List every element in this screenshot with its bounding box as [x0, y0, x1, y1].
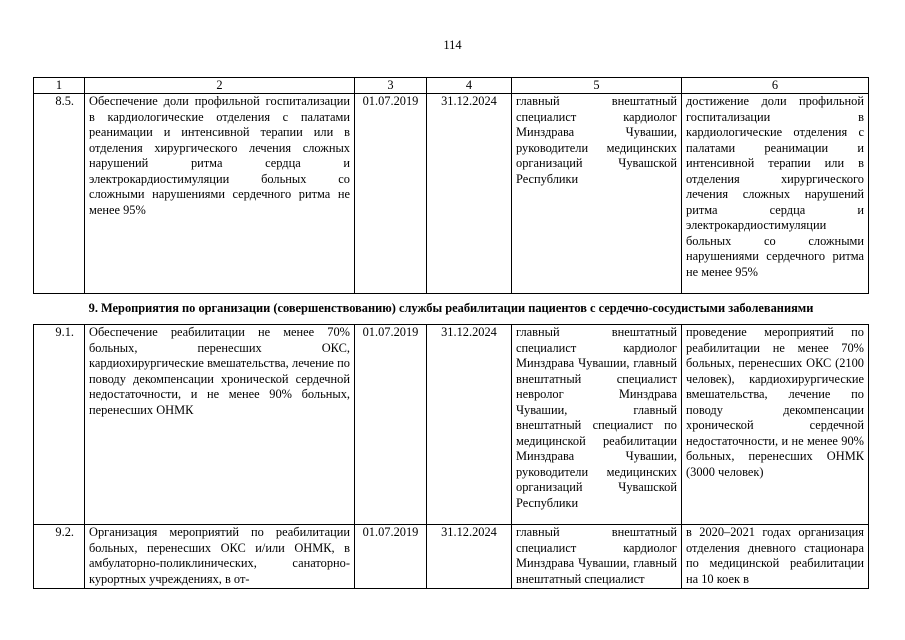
end-date: 31.12.2024: [427, 325, 512, 525]
column-header: 3: [355, 78, 427, 94]
header-row: [34, 78, 869, 94]
column-header: 6: [682, 78, 869, 94]
responsible-cell: главный внештатный специалист кардиолог Минздрава Чувашии, главный внештатный специалист невролог Минздрава Чувашии, главный внештатный специалист по медицинской реабилитации Минздрава Чувашии, руководители медицинских организаций Чувашской Республики: [512, 325, 682, 525]
column-header: 1: [34, 78, 85, 94]
responsible-cell: главный внештатный специалист кардиолог Минздрава Чувашии, главный внештатный специалист: [512, 525, 682, 589]
measure-cell: Организация мероприятий по реабилитации больных, перенесших ОКС и/или ОНМК, в амбулаторно-поликлинических, санаторно-курортных учреждениях, в от-: [85, 525, 355, 589]
result-cell: достижение доли профильной госпитализации в кардиологические отделения с палатами реанимации и интенсивной терапии или в отделения хирургического лечения сложных нарушений ритма сердца и электрокардиостимуляции больных со сложными нарушениями сердечного ритма не менее 95%: [682, 94, 869, 294]
end-date: 31.12.2024: [427, 525, 512, 589]
measure-cell: Обеспечение доли профильной госпитализации в кардиологические отделения с палатами реанимации и интенсивной терапии или в отделения хирургического лечения сложных нарушений ритма сердца и электрокардиостимуляции больных со сложными нарушениями сердечного ритма не менее 95%: [85, 94, 355, 294]
result-cell: проведение мероприятий по реабилитации не менее 70% больных, перенесших ОКС (2100 человек), кардиохирургические вмешательства, лечение по поводу декомпенсации хронической сердечной недостаточности, и не менее 90% больных, перенесших ОНМК (3000 человек): [682, 325, 869, 525]
table-row: [34, 325, 869, 525]
table-row: [34, 94, 869, 294]
responsible-cell: главный внештатный специалист кардиолог Минздрава Чувашии, руководители медицинских организаций Чувашской Республики: [512, 94, 682, 294]
section-title: 9. Мероприятия по организации (совершенствованию) службы реабилитации пациентов с сердечно-сосудистыми заболеваниями: [34, 294, 869, 325]
start-date: 01.07.2019: [355, 94, 427, 294]
row-number: 8.5.: [34, 94, 85, 294]
section-row: [34, 294, 869, 325]
measures-table: [33, 77, 869, 589]
page-number: 114: [443, 38, 462, 52]
column-header: 2: [85, 78, 355, 94]
start-date: 01.07.2019: [355, 525, 427, 589]
measure-cell: Обеспечение реабилитации не менее 70% больных, перенесших ОКС, кардиохирургические вмешательства, лечение по поводу декомпенсации хронической сердечной недостаточности, и не менее 90% больных, перенесших ОНМК: [85, 325, 355, 525]
column-header: 5: [512, 78, 682, 94]
row-number: 9.2.: [34, 525, 85, 589]
end-date: 31.12.2024: [427, 94, 512, 294]
result-cell: в 2020–2021 годах организация отделения дневного стационара по медицинской реабилитации на 10 коек в: [682, 525, 869, 589]
column-header: 4: [427, 78, 512, 94]
table-row: [34, 525, 869, 589]
row-number: 9.1.: [34, 325, 85, 525]
start-date: 01.07.2019: [355, 325, 427, 525]
